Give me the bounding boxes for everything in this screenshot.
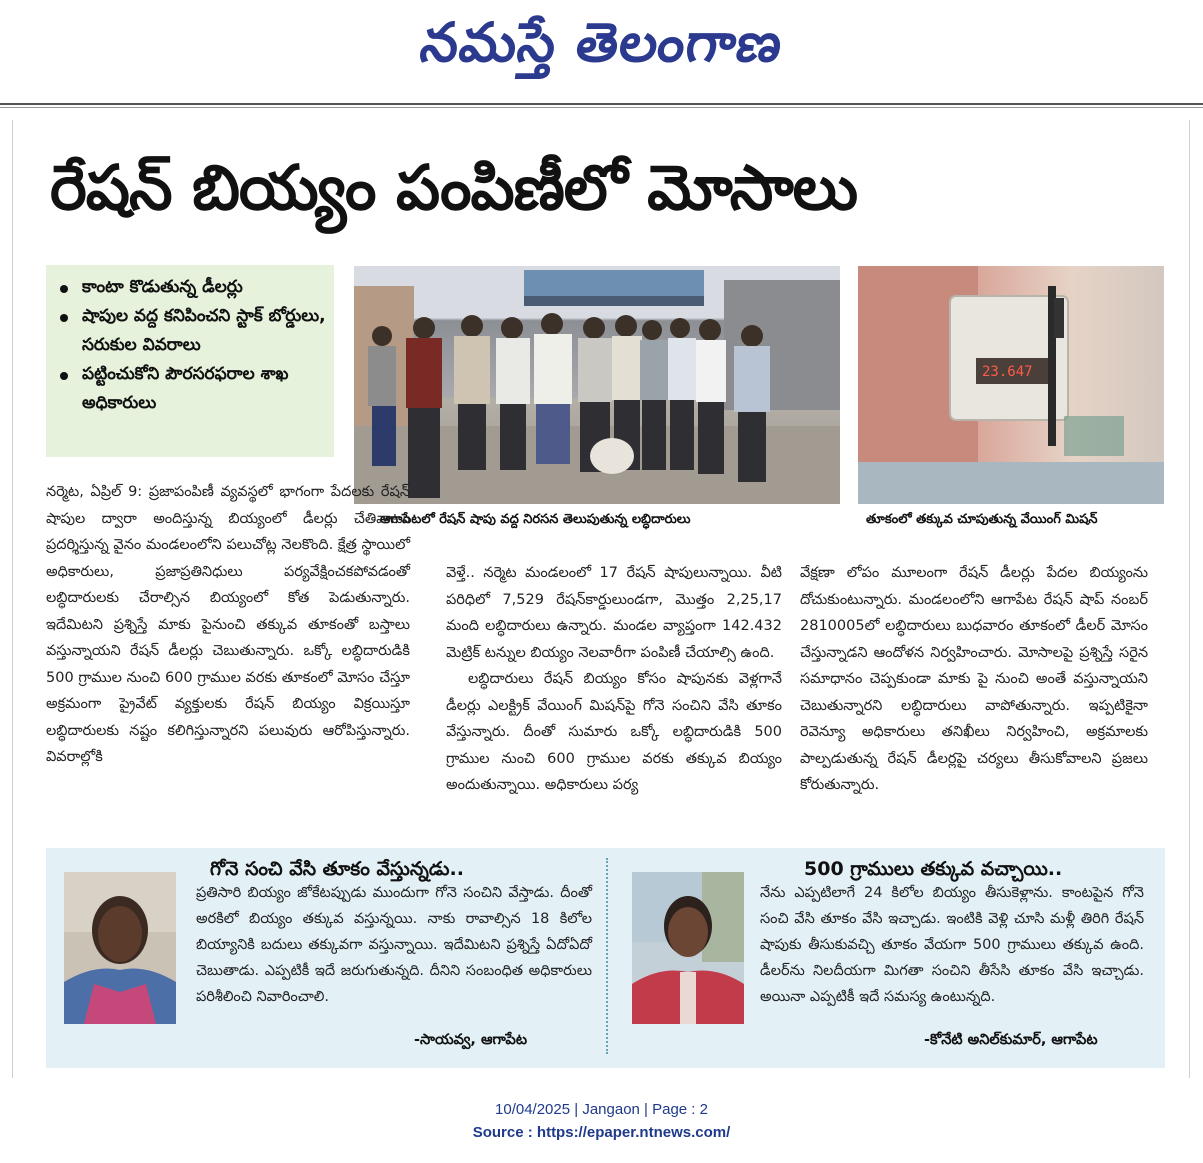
footer-source <box>0 1124 1203 1141</box>
scale-display: 23.647 <box>982 364 1033 380</box>
person-portrait-icon <box>64 872 176 1024</box>
quote-1-title: గోనె సంచి వేసి తూకం వేస్తున్నడు.. <box>210 858 464 880</box>
highlight-text: కాంటా కొడుతున్న డీలర్లు <box>82 277 243 297</box>
quote-2-signature: -కోనేటి అనిల్‌కుమార్, ఆగాపేట <box>924 1032 1098 1048</box>
footer-source-label: Source : <box>472 1124 533 1141</box>
bullet-icon <box>60 372 68 380</box>
highlights-box <box>46 265 334 457</box>
article-paragraph: వెళ్తే.. నర్మెట మండలంలో 17 రేషన్ షాపులున్నాయి. వీటి పరిధిలో 7,529 రేషన్‌కార్డులుండగా, మొత్తం 2,25,17 మంది లబ్ధిదారులు ఉన్నారు. మండల వ్యాప్తంగా 142.432 మెట్రిక్ టన్నుల బియ్యం నెలవారీగా పంపిణీ చేయాల్సి ఉంది. <box>446 565 782 661</box>
quote-1-portrait <box>64 872 176 1024</box>
headline: రేషన్ బియ్యం పంపిణీలో మోసాలు <box>50 151 858 224</box>
masthead <box>0 0 1203 104</box>
quotes-divider <box>606 858 609 1054</box>
article-column-3 <box>800 560 1148 799</box>
quote-2-text: నేను ఎప్పటిలాగే 24 కిలోల బియ్యం తీసుకెళ్లాను. కాంటపైన గోనె సంచి వేసి తూకం వేసి ఇచ్చాడు. ఇంటికి వెళ్లి చూసి మళ్లీ తిరిగి రేషన్ షాపుకు తీసుకువచ్చి తూకం వేయగా 500 గ్రాములు తక్కువ ఉంది. డీలర్‌ను నిలదీయగా మిగతా సంచిని తీసేసి తూకం వేసి ఇచ్చాడు. అయినా ఎప్పటికీ ఇదే సమస్య ఉంటున్నది. <box>760 885 1144 1005</box>
group-photo-illustration <box>354 266 840 504</box>
bullet-icon <box>60 285 68 293</box>
masthead-rule <box>0 103 1203 105</box>
scale-photo <box>858 266 1164 504</box>
scale-photo-caption: తూకంలో తక్కువ చూపుతున్న వేయింగ్ మిషన్ <box>866 512 1098 527</box>
quote-2-portrait <box>632 872 744 1024</box>
highlight-text: పట్టించుకోని పౌరసరఫరాల శాఖ అధికారులు <box>82 364 289 413</box>
article-column-2 <box>446 560 782 799</box>
scale-photo-illustration <box>858 266 1164 504</box>
quote-2-title: 500 గ్రాములు తక్కువ వచ్చాయి.. <box>804 858 1063 880</box>
quote-1-text: ప్రతిసారి బియ్యం జోకేటప్పుడు ముందుగా గోనె సంచిని వేస్తాడు. దీంతో అరకిలో బియ్యం తక్కువ వస్తున్నయి. నాకు రావాల్సిన 18 కిలోల బియ్యానికి బదులు తక్కువగా వస్తున్నాయి. ఇదేమిటని ప్రశ్నిస్తే ఏదోఏదో చెబుతాడు. ఎప్పటికీ ఇదే జరుగుతున్నది. దీనిని సంబంధిత అధికారులు పరిశీలించి నివారించాలి. <box>196 885 592 1005</box>
bullet-icon <box>60 314 68 322</box>
article-paragraph: నర్మెట, ఏప్రిల్ 9: ప్రజాపంపిణీ వ్యవస్థలో భాగంగా పేదలకు రేషన్ షాపుల ద్వారా అందిస్తున్న బియ్యంలో డీలర్లు చేతివాటం ప్రదర్శిస్తున్న వైనం మండలంలోని పలుచోట్ల నెలకొంది. క్షేత్ర స్థాయిలో అధికారులు, ప్రజాప్రతినిధులు పర్యవేక్షించకపోవడంతో లబ్ధిదారులకు చేరాల్సిన బియ్యంలో కోత పెడుతున్నారు. ఇదేమిటని ప్రశ్నిస్తే మాకు పైనుంచి తక్కువ తూకంతో బస్తాలు వస్తున్నాయని రేషన్ డీలర్లు చెబుతున్నారు. ఒక్కో లబ్ధిదారుడికి 500 గ్రాముల నుంచి 600 గ్రాముల వరకు తూకంలో మోసం చేస్తూ అక్రమంగా ప్రైవేట్ వ్యక్తులకు రేషన్ బియ్యం విక్రయిస్తూ లబ్ధిదారులకు నష్టం కలిగిస్తున్నారని పలువురు ఆరోపిస్తున్నారు. వివరాల్లోకి <box>46 484 410 765</box>
person-portrait-icon <box>632 872 744 1024</box>
footer-edition: 10/04/2025 | Jangaon | Page : 2 <box>495 1101 708 1118</box>
highlight-item <box>56 302 326 360</box>
masthead-rule-thin <box>0 107 1203 108</box>
article-paragraph: వేక్షణా లోపం మూలంగా రేషన్ డీలర్లు పేదల బియ్యంను దోచుకుంటున్నారు. మండలంలోని ఆగాపేట రేషన్ షాప్ నంబర్ 2810005లో లబ్ధిదారులు బుధవారం తూకంలో డీలర్ మోసం చేస్తున్నాడని ఆందోళన నిర్వహించారు. మోసాలపై ప్రశ్నిస్తే సరైన సమాధానం చెప్పకుండా మాకు పై నుంచి అంతే వస్తున్నాయని చెబుతున్నారని లబ్ధిదారులు వాపోతున్నారు. ఇప్పటికైనా రెవెన్యూ అధికారులు తనిఖీలు నిర్వహించి, అక్రమాలకు పాల్పడుతున్న రేషన్ డీలర్లపై చర్యలు తీసుకోవాలని ప్రజలు కోరుతున్నారు. <box>800 565 1148 793</box>
group-photo-caption: ఆగాపేటలో రేషన్ షాపు వద్ద నిరసన తెలుపుతున్న లబ్ధిదారులు <box>380 512 691 527</box>
group-photo <box>354 266 840 504</box>
quote-1-signature: -సాయవ్వ, ఆగాపేట <box>414 1032 528 1048</box>
highlight-item <box>56 360 326 418</box>
highlight-item <box>56 273 326 302</box>
masthead-logo: నమస్తే తెలంగాణ <box>416 10 787 74</box>
highlight-text: షాపుల వద్ద కనిపించని స్టాక్ బోర్డులు, సరుకుల వివరాలు <box>82 306 326 355</box>
article-column-1 <box>46 479 410 771</box>
footer-source-link[interactable]: https://epaper.ntnews.com/ <box>536 1124 731 1141</box>
article-paragraph: లబ్ధిదారులు రేషన్ బియ్యం కోసం షాపునకు వెళ్లగానే డీలర్లు ఎలక్ట్రిక్ వేయింగ్ మిషన్‌పై గోనె సంచిని వేసి తూకం వేస్తున్నారు. దీంతో సుమారు ఒక్కో లబ్ధిదారుడికి 500 గ్రాముల నుంచి 600 గ్రాముల వరకు తక్కువ బియ్యం అందుతున్నాయి. అధికారులు పర్య <box>446 671 782 793</box>
